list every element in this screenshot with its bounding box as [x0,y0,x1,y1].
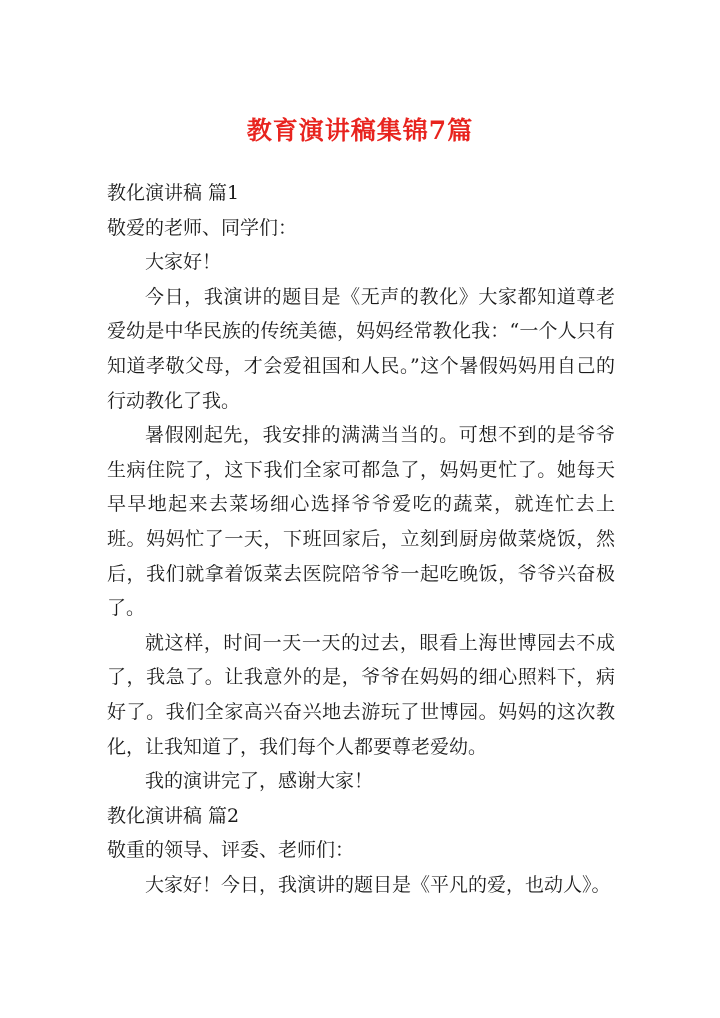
paragraph-intro: 今日，我演讲的题目是《无声的教化》大家都知道尊老爱幼是中华民族的传统美德，妈妈经常教化我：“一个人只有知道孝敬父母，才会爱祖国和人民。”这个暑假妈妈用自己的行动教化了我。 [107,285,615,412]
closing-line-1: 我的演讲完了，感谢大家！ [145,770,374,793]
paragraph-expo: 就这样，时间一天一天的过去，眼看上海世博园去不成了，我急了。让我意外的是，爷爷在妈妈的细心照料下，病好了。我们全家高兴奋兴地去游玩了世博园。妈妈的这次教化，让我知道了，我们每个人都要尊老爱幼。 [107,631,615,758]
salutation-1: 敬爱的老师、同学们： [107,216,298,239]
document-body [107,176,615,902]
salutation-2: 敬重的领导、评委、老师们： [107,839,355,862]
section-heading-2: 教化演讲稿 篇2 [107,804,240,827]
greeting-2: 大家好！今日，我演讲的题目是《平凡的爱，也动人》。 [145,873,611,896]
section-heading-1: 教化演讲稿 篇1 [107,182,240,204]
document-title: 教育演讲稿集锦7篇 [246,116,474,145]
paragraph-summer: 暑假刚起先，我安排的满满当当的。可想不到的是爷爷生病住院了，这下我们全家可都急了，妈妈更忙了。她每天早早地起来去菜场细心选择爷爷爱吃的蔬菜，就连忙去上班。妈妈忙了一天，下班回家后，立刻到厨房做菜烧饭，然后，我们就拿着饭菜去医院陪爷爷一起吃晚饭，爷爷兴奋极了。 [107,424,615,620]
greeting-1: 大家好！ [145,251,222,274]
